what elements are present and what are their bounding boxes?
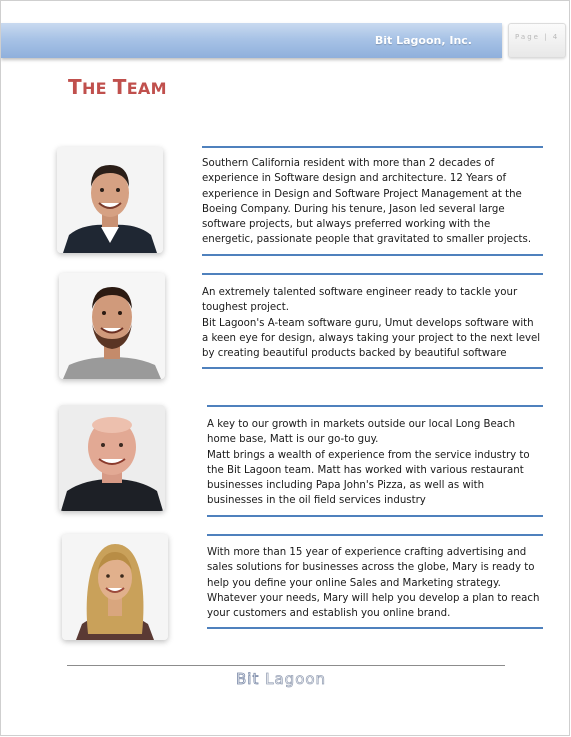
team-member-bio-matt bbox=[207, 405, 543, 517]
company-name: Bit Lagoon, Inc. bbox=[374, 34, 472, 47]
bio-text: An extremely talented software engineer ready to tackle your toughest project. Bit Lagoon's A-team software guru, Umut develops software with a keen eye for design, always taking your project to the next level by creating beautiful products backed by beautiful software bbox=[202, 287, 541, 360]
page-title bbox=[68, 75, 167, 99]
title-letter-2: T bbox=[112, 75, 127, 99]
title-rest-2: EAM bbox=[126, 79, 167, 98]
portrait-man-bald-icon bbox=[59, 405, 165, 511]
portrait-man-dark-hair-icon bbox=[57, 147, 163, 253]
header-band bbox=[1, 23, 502, 58]
title-letter-1: T bbox=[68, 75, 82, 99]
footer-divider bbox=[67, 665, 505, 666]
bio-text: Southern California resident with more than 2 decades of experience in Software design and architecture. 12 Years of experience in Design and Software Project Management at the Boeing Company. During his tenure, Jason led several large software projects, but always preferred working with the energetic, passionate people that gravitated to smaller projects. bbox=[202, 158, 532, 246]
page-number-tab bbox=[508, 23, 566, 58]
page-number-label: Page | 4 bbox=[515, 33, 560, 41]
team-member-photo-umut bbox=[59, 273, 165, 379]
footer-logo-bit: Bit bbox=[236, 670, 260, 688]
footer-logo bbox=[236, 670, 326, 688]
team-member-bio-jason bbox=[202, 146, 543, 256]
portrait-man-beard-icon bbox=[59, 273, 165, 379]
team-member-bio-umut bbox=[202, 273, 543, 369]
team-member-bio-mary bbox=[207, 534, 543, 629]
bio-text: A key to our growth in markets outside our local Long Beach home base, Matt is our go-to guy. Matt brings a wealth of experience from the service industry to the Bit Lagoon team. Matt has worked with various restaurant businesses including Papa John's Pizza, as well as with businesses in the oil field services industry bbox=[207, 419, 530, 507]
team-member-photo-mary bbox=[62, 534, 168, 640]
team-member-photo-jason bbox=[57, 147, 163, 253]
bio-text: With more than 15 year of experience crafting advertising and sales solutions for businesses across the globe, Mary is ready to help you define your online Sales and Marketing strategy. Whatever your needs, Mary will help you develop a plan to reach your customers and establish you online brand. bbox=[207, 547, 543, 620]
portrait-woman-blonde-icon bbox=[62, 534, 168, 640]
title-rest-1: HE bbox=[81, 79, 113, 98]
team-member-photo-matt bbox=[59, 405, 165, 511]
footer-logo-lagoon: Lagoon bbox=[265, 670, 327, 688]
